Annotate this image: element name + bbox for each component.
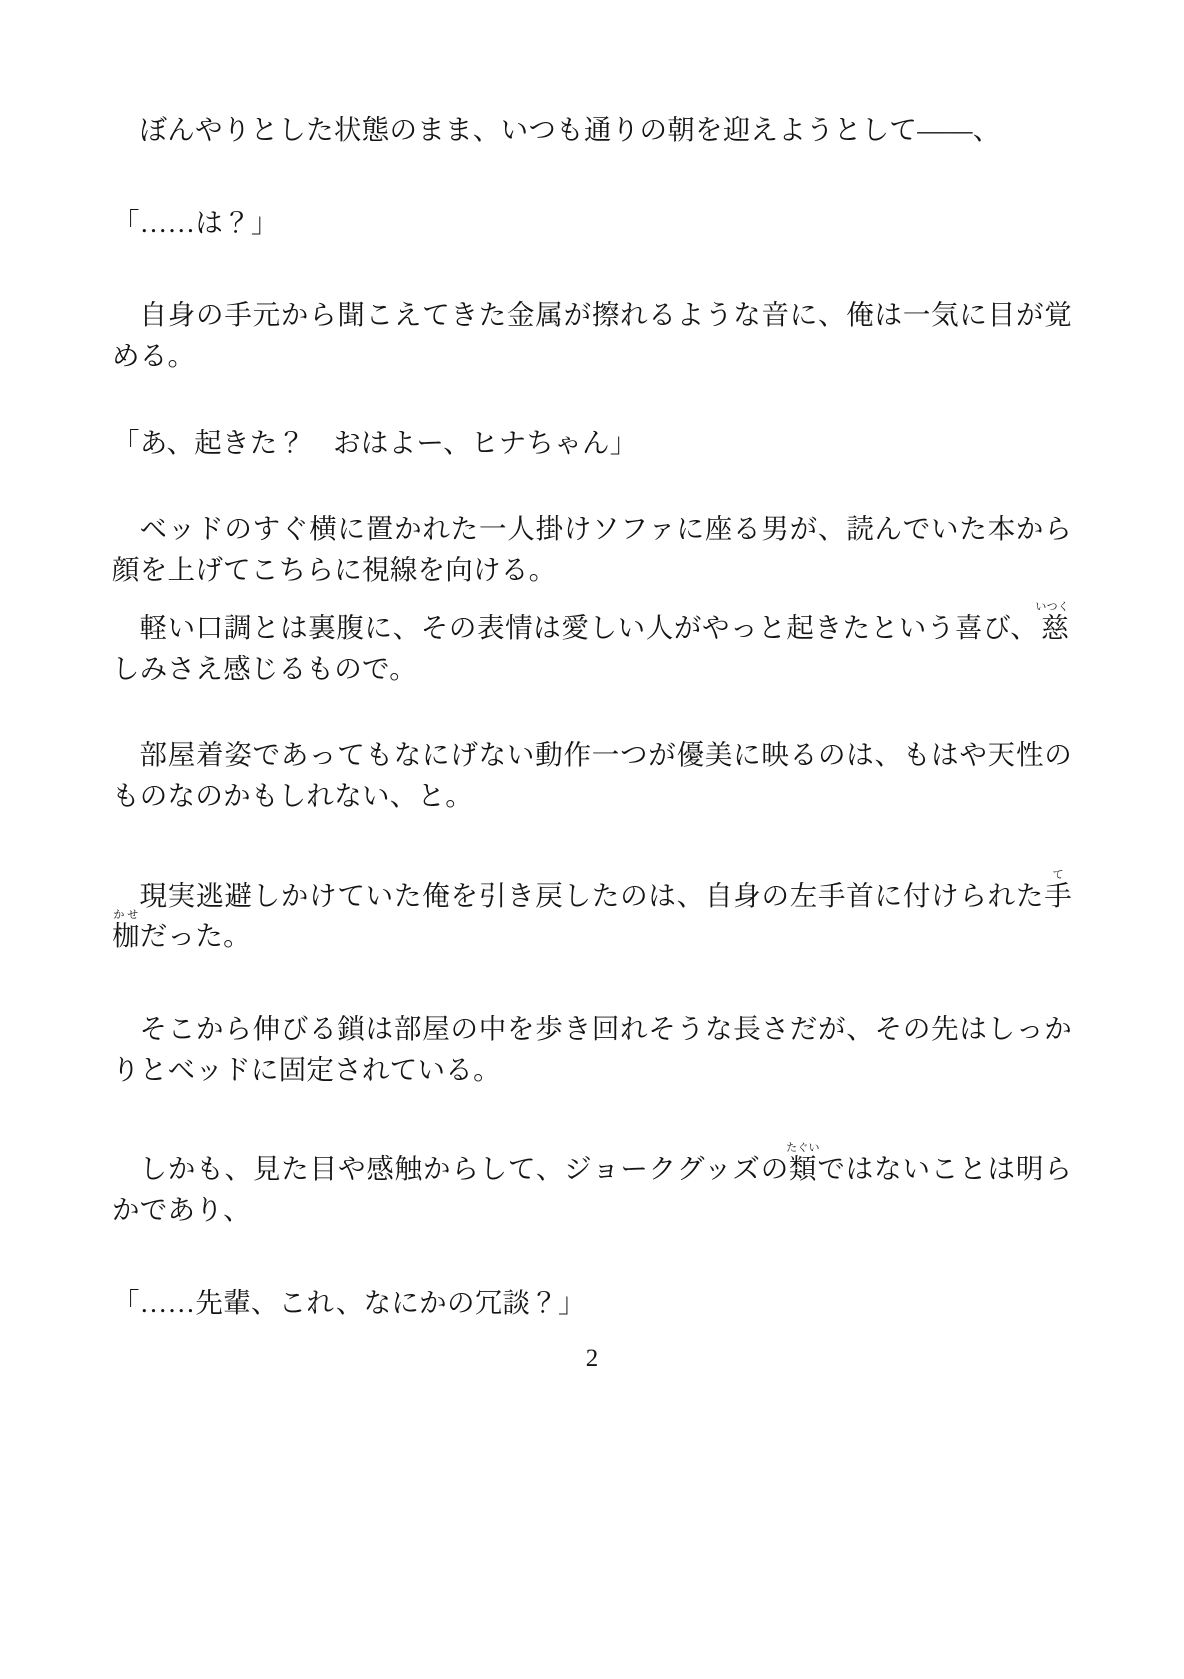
paragraph: 自身の手元から聞こえてきた金属が擦れるような音に、俺は一気に目が覚める。 (112, 299, 1072, 372)
paragraph: ぼんやりとした状態のまま、いつも通りの朝を迎えようとして――、 (139, 114, 1001, 145)
ruby-text: いつく (1035, 600, 1070, 613)
ruby-annotation-tagui (786, 1142, 820, 1185)
paragraph: ベッドのすぐ横に置かれた一人掛けソファに座る男が、読んでいた本から顔を上げてこちらに視線を向ける。 (112, 513, 1072, 586)
ruby-paragraph-text-before: 現実逃避しかけていた俺を引き戻したのは、自身の左手首に付けられた (139, 879, 1045, 911)
ruby-text: たぐい (786, 1142, 820, 1155)
dialogue-line: 「あ、起きた？ おはよー、ヒナちゃん」 (112, 426, 638, 458)
paragraph-with-ruby (112, 869, 1072, 957)
ruby-paragraph-text-after: しみさえ感じるもので。 (112, 652, 417, 684)
paragraph: 部屋着姿であってもなにげない動作一つが優美に映るのは、もはや天性のものなのかもしれない、と。 (112, 739, 1072, 811)
ruby-annotation-kase (112, 909, 140, 952)
ruby-base: 慈 (1035, 611, 1070, 643)
ruby-base: 手 (1044, 879, 1072, 911)
ruby-text: かせ (112, 909, 140, 922)
dialogue-line: 「……先輩、これ、なにかの冗談？」 (112, 1286, 586, 1318)
paragraph-with-ruby (112, 601, 1072, 689)
ruby-paragraph-text-after: だった。 (139, 920, 251, 952)
paragraph-spacer (112, 957, 1072, 1009)
dialogue-line: 「……は？」 (112, 206, 279, 238)
ruby-base: 類 (786, 1153, 820, 1185)
paragraph: そこから伸びる鎖は部屋の中を歩き回れそうな長さだが、その先はしっかりとベッドに固定されている。 (112, 1012, 1072, 1085)
paragraph-spacer (112, 243, 1072, 295)
paragraph-spacer (112, 463, 1072, 509)
paragraph-with-ruby (112, 1142, 1072, 1230)
ruby-text: て (1044, 868, 1072, 881)
ruby-base: 枷 (112, 920, 140, 952)
ruby-paragraph-text-before: 軽い口調とは裏腹に、その表情は愛しい人がやっと起きたという喜び、 (139, 611, 1039, 643)
paragraph-spacer (112, 151, 1072, 203)
page-number: 2 (585, 1345, 599, 1372)
ruby-paragraph-text-after: ではないことは明らかであり、 (112, 1153, 1072, 1225)
paragraph-spacer (112, 1090, 1072, 1142)
paragraph-spacer (112, 817, 1072, 869)
page-body-text (112, 110, 1072, 1323)
ruby-annotation-te (1044, 868, 1072, 911)
paragraph-spacer (112, 689, 1072, 735)
ruby-annotation-itsukushimi (1035, 600, 1070, 643)
paragraph-spacer (112, 377, 1072, 423)
paragraph-spacer (112, 591, 1072, 601)
ruby-paragraph-text-before: しかも、見た目や感触からして、ジョークグッズの (139, 1153, 790, 1185)
paragraph-spacer (112, 1231, 1072, 1283)
